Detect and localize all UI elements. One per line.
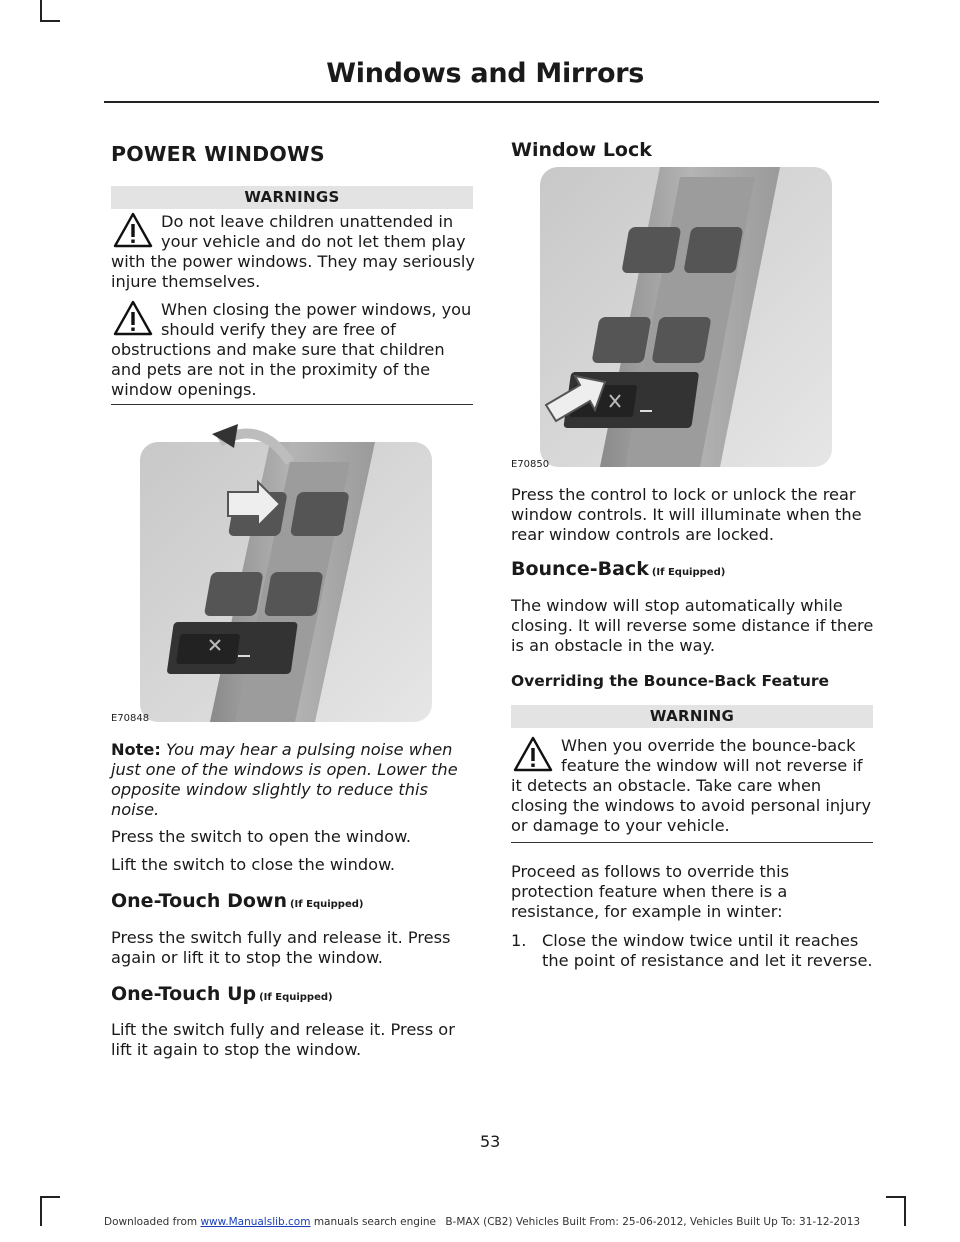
figure2-code: E70850 [511, 459, 550, 470]
window-lock-figure [540, 167, 832, 467]
one-touch-up-heading [111, 983, 333, 1005]
footer-site-link[interactable]: www.Manualslib.com [200, 1216, 311, 1228]
header-rule [104, 101, 879, 103]
power-windows-heading: POWER WINDOWS [111, 142, 325, 166]
one-touch-up-title: One-Touch Up [111, 983, 257, 1005]
warning-triangle-icon [113, 300, 153, 336]
one-touch-down-heading [111, 890, 363, 912]
crop-mark-bottom-right-h [886, 1196, 906, 1198]
one-touch-up-if-equipped: (If Equipped) [259, 992, 333, 1003]
crop-mark-top-left-h [40, 20, 60, 22]
footer-engine: manuals search engine [313, 1216, 436, 1228]
warnings-end-rule [111, 404, 473, 405]
warning-end-rule [511, 842, 873, 843]
warning-triangle-icon [113, 212, 153, 248]
window-switch-figure [140, 422, 432, 722]
footer [104, 1216, 860, 1228]
warning-triangle-icon [513, 736, 553, 772]
warning-bar: WARNING [511, 705, 873, 728]
page-number: 53 [480, 1132, 501, 1151]
crop-mark-bottom-left-h [40, 1196, 60, 1198]
lock-text: Press the control to lock or unlock the rear window controls. It will illuminate when the rear window controls are locked. [511, 485, 862, 544]
warning-children [111, 212, 475, 292]
override-heading: Overriding the Bounce-Back Feature [511, 672, 830, 690]
warning-children-text: Do not leave children unattended in your vehicle and do not let them play with the power windows. They may seriously injure themselves. [111, 212, 475, 291]
warning-obstructions-text: When closing the power windows, you should verify they are free of obstructions and make sure that children and pets are not in the proximity of the window openings. [111, 300, 472, 399]
bounce-back-title: Bounce-Back [511, 558, 649, 580]
note [111, 740, 473, 820]
one-touch-down-if-equipped: (If Equipped) [289, 899, 364, 910]
note-label: Note: [111, 740, 161, 759]
one-touch-down-text: Press the switch fully and release it. Press again or lift it to stop the window. [111, 928, 451, 967]
crop-mark-top-left-v [40, 0, 42, 20]
one-touch-up-text: Lift the switch fully and release it. Press or lift it again to stop the window. [111, 1020, 455, 1059]
warnings-bar: WARNINGS [111, 186, 473, 209]
bounce-back-text: The window will stop automatically while closing. It will reverse some distance if there is an obstacle in the way. [511, 596, 874, 655]
lift-close-text: Lift the switch to close the window. [111, 855, 395, 874]
bounce-back-heading [511, 558, 725, 580]
proceed-text: Proceed as follows to override this protection feature when there is a resistance, for example in winter: [511, 862, 790, 921]
one-touch-down-title: One-Touch Down [111, 890, 287, 912]
warning-override [511, 736, 875, 836]
figure1-code: E70848 [111, 713, 150, 724]
step1-number: 1. [511, 931, 527, 950]
warning-obstructions [111, 300, 473, 400]
step1-text: Close the window twice until it reaches the point of resistance and let it reverse. [542, 931, 873, 970]
press-open-text: Press the switch to open the window. [111, 827, 412, 846]
crop-mark-bottom-right-v [904, 1196, 906, 1226]
section-title: Windows and Mirrors [326, 58, 644, 89]
footer-model: B-MAX (CB2) Vehicles Built From: 25-06-2012, Vehicles Built Up To: 31-12-2013 [445, 1216, 861, 1228]
warning-override-text: When you override the bounce-back feature the window will not reverse if it detects an obstacle. Take care when closing the windows to avoid personal injury or damage to your vehicle. [511, 736, 872, 835]
bounce-back-if-equipped: (If Equipped) [651, 567, 726, 578]
window-lock-heading: Window Lock [511, 139, 652, 161]
note-text: You may hear a pulsing noise when just one of the windows is open. Lower the opposite window slightly to reduce this noise. [111, 740, 458, 819]
crop-mark-bottom-left-v [40, 1196, 42, 1226]
footer-downloaded: Downloaded from [104, 1216, 198, 1228]
